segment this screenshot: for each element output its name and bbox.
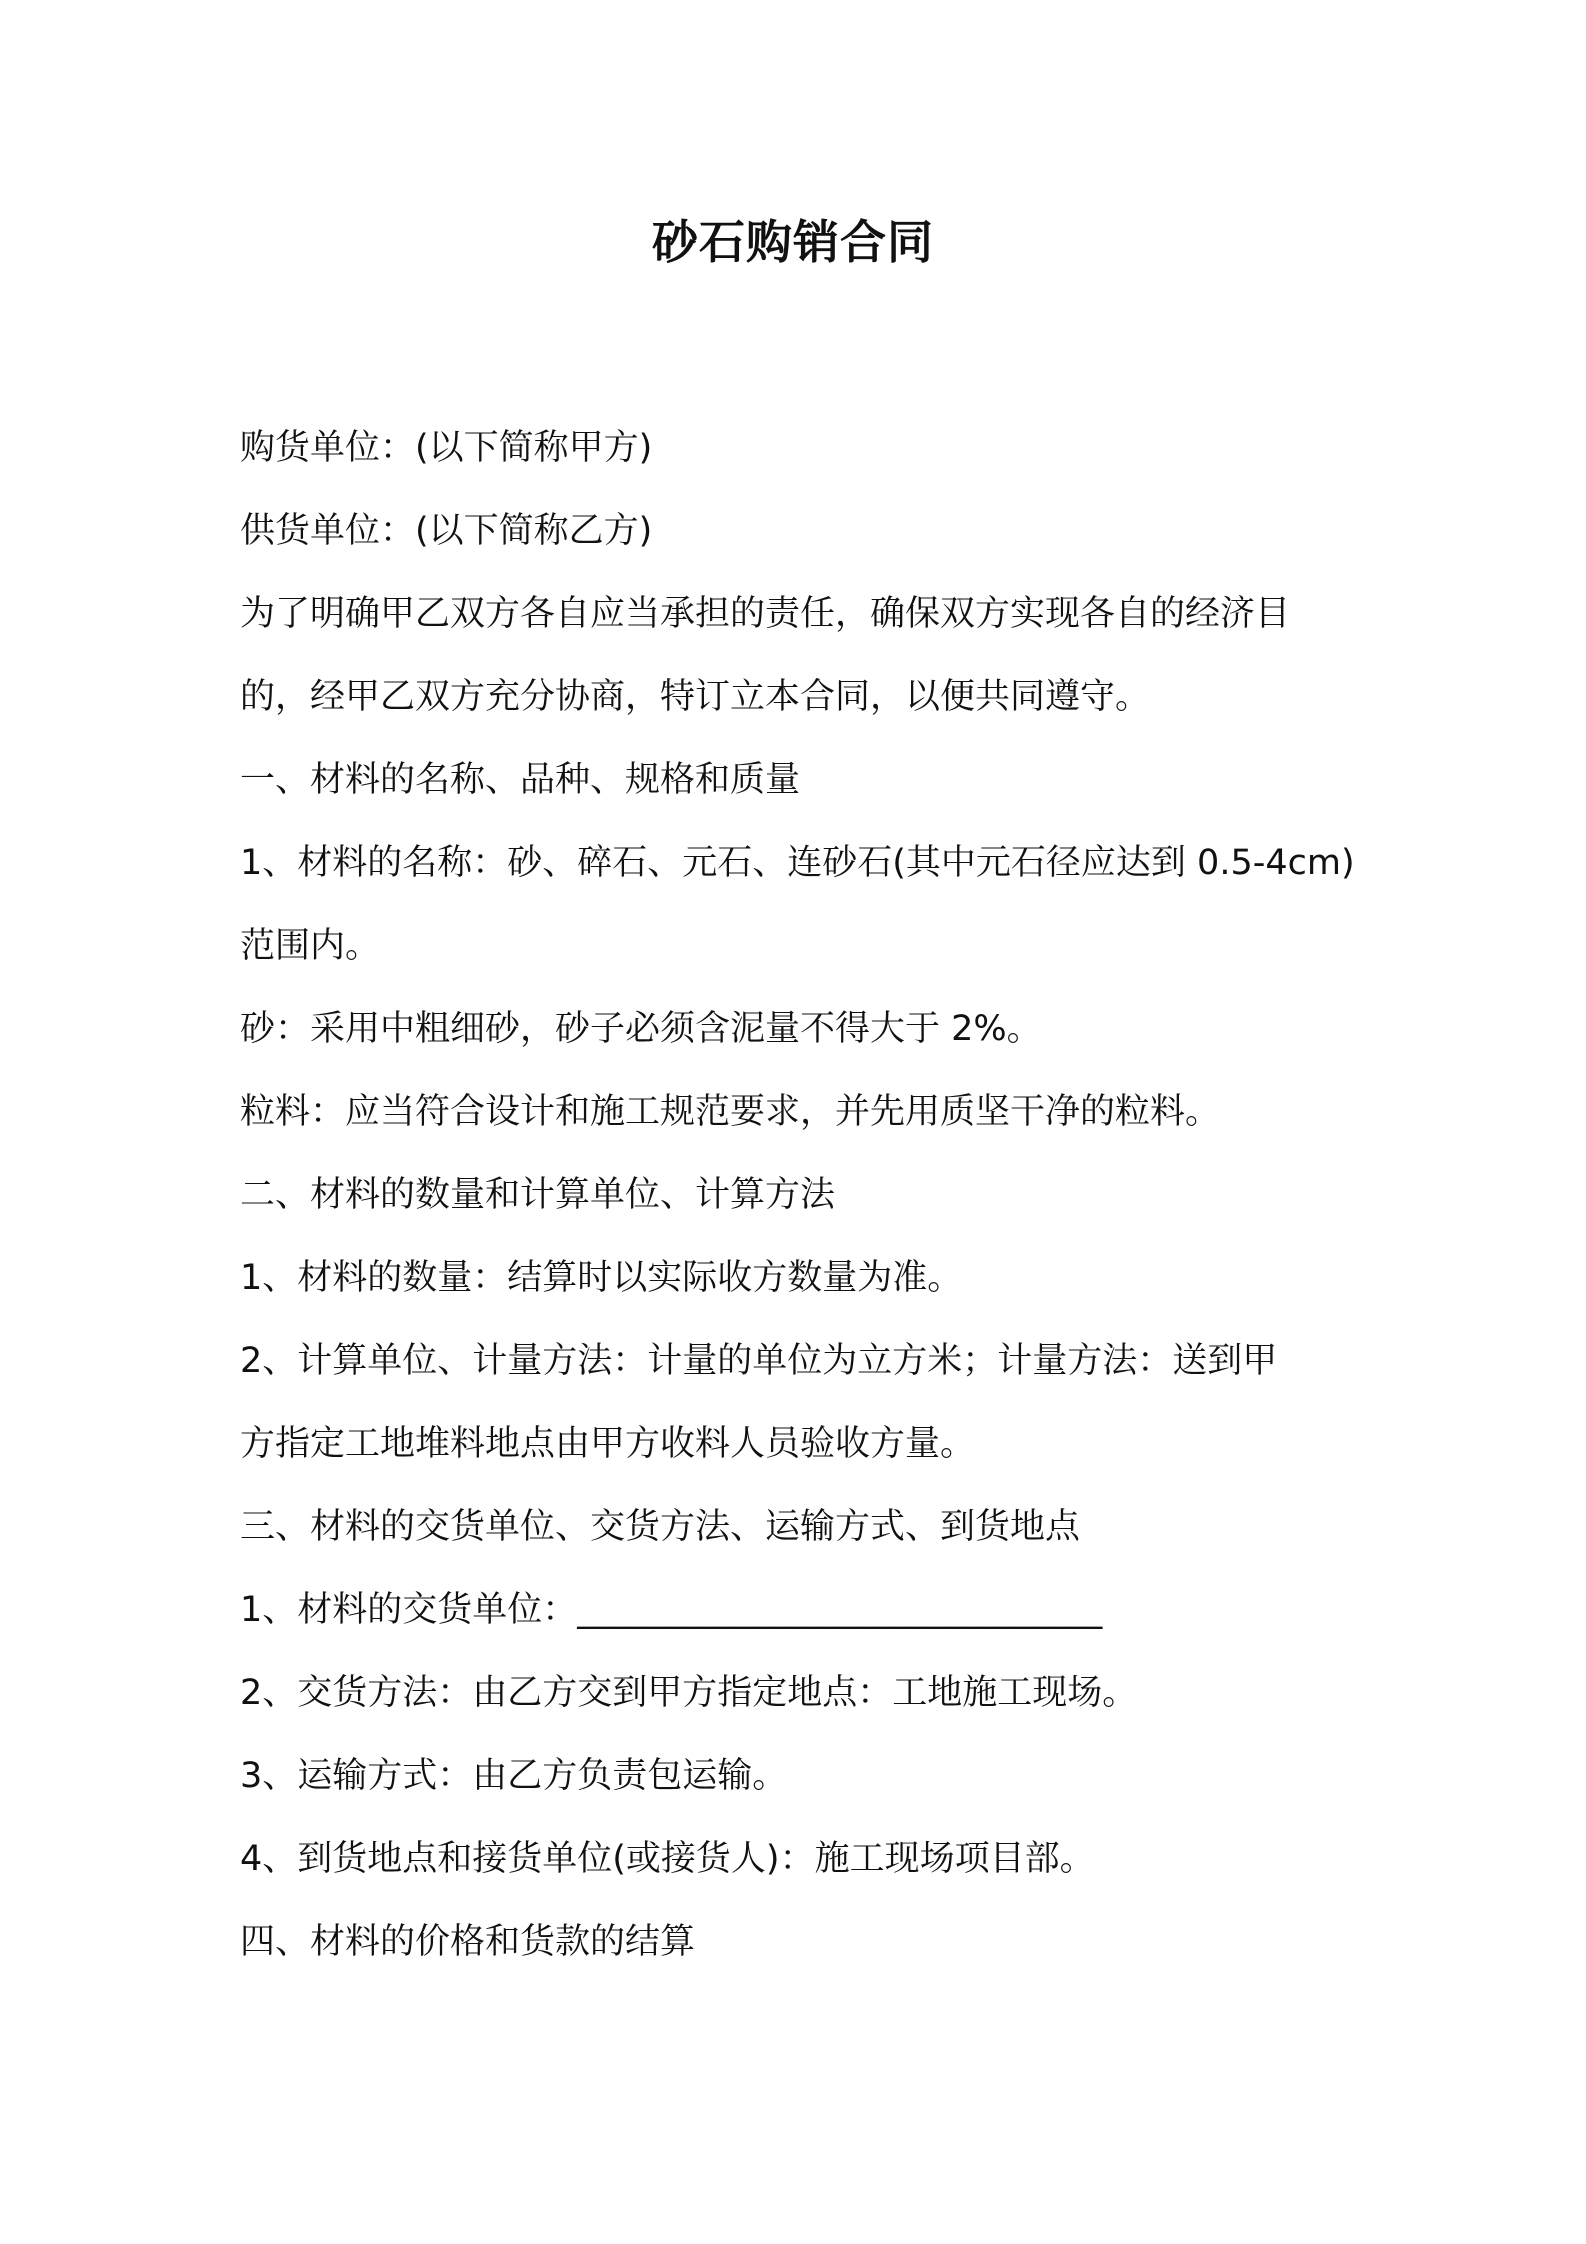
- delivery-method: 2、交货方法：由乙方交到甲方指定地点：工地施工现场。: [240, 1673, 1138, 1713]
- buyer-line: 购货单位：(以下简称甲方): [240, 428, 653, 468]
- sand-requirement: 砂：采用中粗细砂，砂子必须含泥量不得大于 2%。: [240, 1009, 1042, 1049]
- transport-method: 3、运输方式：由乙方负责包运输。: [240, 1756, 788, 1796]
- contract-body: [240, 407, 1360, 1984]
- document-title: 砂石购销合同: [652, 215, 934, 269]
- aggregate-requirement: 粒料：应当符合设计和施工规范要求，并先用质坚干净的粒料。: [240, 1092, 1221, 1132]
- measurement-method-line-2: 方指定工地堆料地点由甲方收料人员验收方量。: [240, 1424, 976, 1464]
- section-4-heading: 四、材料的价格和货款的结算: [240, 1922, 696, 1962]
- section-2-heading: 二、材料的数量和计算单位、计算方法: [240, 1175, 836, 1215]
- intro-paragraph-line-2: 的，经甲乙双方充分协商，特订立本合同，以便共同遵守。: [240, 677, 1151, 717]
- section-3-heading: 三、材料的交货单位、交货方法、运输方式、到货地点: [240, 1507, 1081, 1547]
- delivery-unit-field: 1、材料的交货单位：______________________________: [240, 1590, 1103, 1630]
- measurement-method-line-1: 2、计算单位、计量方法：计量的单位为立方米；计量方法：送到甲: [240, 1341, 1278, 1381]
- delivery-location: 4、到货地点和接货单位(或接货人)：施工现场项目部。: [240, 1839, 1095, 1879]
- intro-paragraph-line-1: 为了明确甲乙双方各自应当承担的责任，确保双方实现各自的经济目: [240, 594, 1291, 634]
- section-1-heading: 一、材料的名称、品种、规格和质量: [240, 760, 801, 800]
- material-name-line-2: 范围内。: [240, 926, 381, 966]
- material-name-line-1: 1、材料的名称：砂、碎石、元石、连砂石(其中元石径应达到 0.5-4cm): [240, 843, 1355, 883]
- material-quantity: 1、材料的数量：结算时以实际收方数量为准。: [240, 1258, 963, 1298]
- supplier-line: 供货单位：(以下简称乙方): [240, 511, 653, 551]
